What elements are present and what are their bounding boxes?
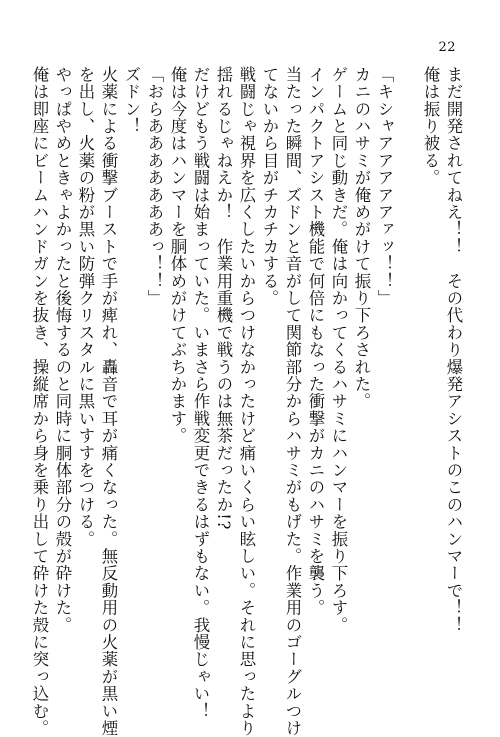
text-line: 「キシャアアアアアァッ！！」 <box>375 66 394 307</box>
text-line: 火薬による衝撃ブーストで手が痺れ、轟音で耳が痛くなった。無反動用の火薬が黒い煙 <box>99 66 118 737</box>
page-number: 22 <box>438 40 456 55</box>
text-line: やっぱやめときゃよかったと後悔するのと同時に胴体部分の殻が砕けた。 <box>53 66 72 634</box>
text-line: 揺れるじゃねえか！ 作業用重機で戦うのは無茶だったか!? <box>214 66 233 531</box>
text-line: ゲームと同じ動きだ。俺は向かってくるハサミにハンマーを振り下ろす。 <box>329 66 348 634</box>
text-line: 俺は即座にビームハンドガンを抜き、操縦席から身を乗り出して砕けた殻に突っ込む。 <box>30 66 49 737</box>
text-line: インパクトアシスト機能で何倍にもなった衝撃がカニのハサミを襲う。 <box>306 66 325 617</box>
text-line: てないから目がチカチカする。 <box>260 66 279 307</box>
text-line: を出し、火薬の粉が黒い防弾クリスタルに黒いすすをつける。 <box>76 66 95 548</box>
novel-body-text <box>30 66 465 737</box>
text-line: だけどもう戦闘は始まっていた。いまさら作戦変更できるはずもない。我慢じゃい！ <box>191 66 210 720</box>
text-line: 「おらあああああああっ！！」 <box>145 66 164 307</box>
text-line: 戦闘じゃ視界を広くしたいからつけなかったけど痛いくらい眩しい。それに思ったより <box>237 66 256 737</box>
text-line: 俺は今度はハンマーを胴体めがけてぶちかます。 <box>168 66 187 445</box>
text-line: カニのハサミが俺めがけて振り下ろされた。 <box>352 66 371 410</box>
text-line: ズドン！ <box>122 66 141 135</box>
text-line: まだ開発されてねえ！！ その代わり爆発アシストのこのハンマーで！！ <box>444 66 463 634</box>
text-line: 俺は振り被る。 <box>421 66 440 187</box>
text-line: 当たった瞬間、ズドンと音がして関節部分からハサミがもげた。作業用のゴーグルつけ <box>283 66 302 737</box>
blank-line <box>396 66 419 666</box>
